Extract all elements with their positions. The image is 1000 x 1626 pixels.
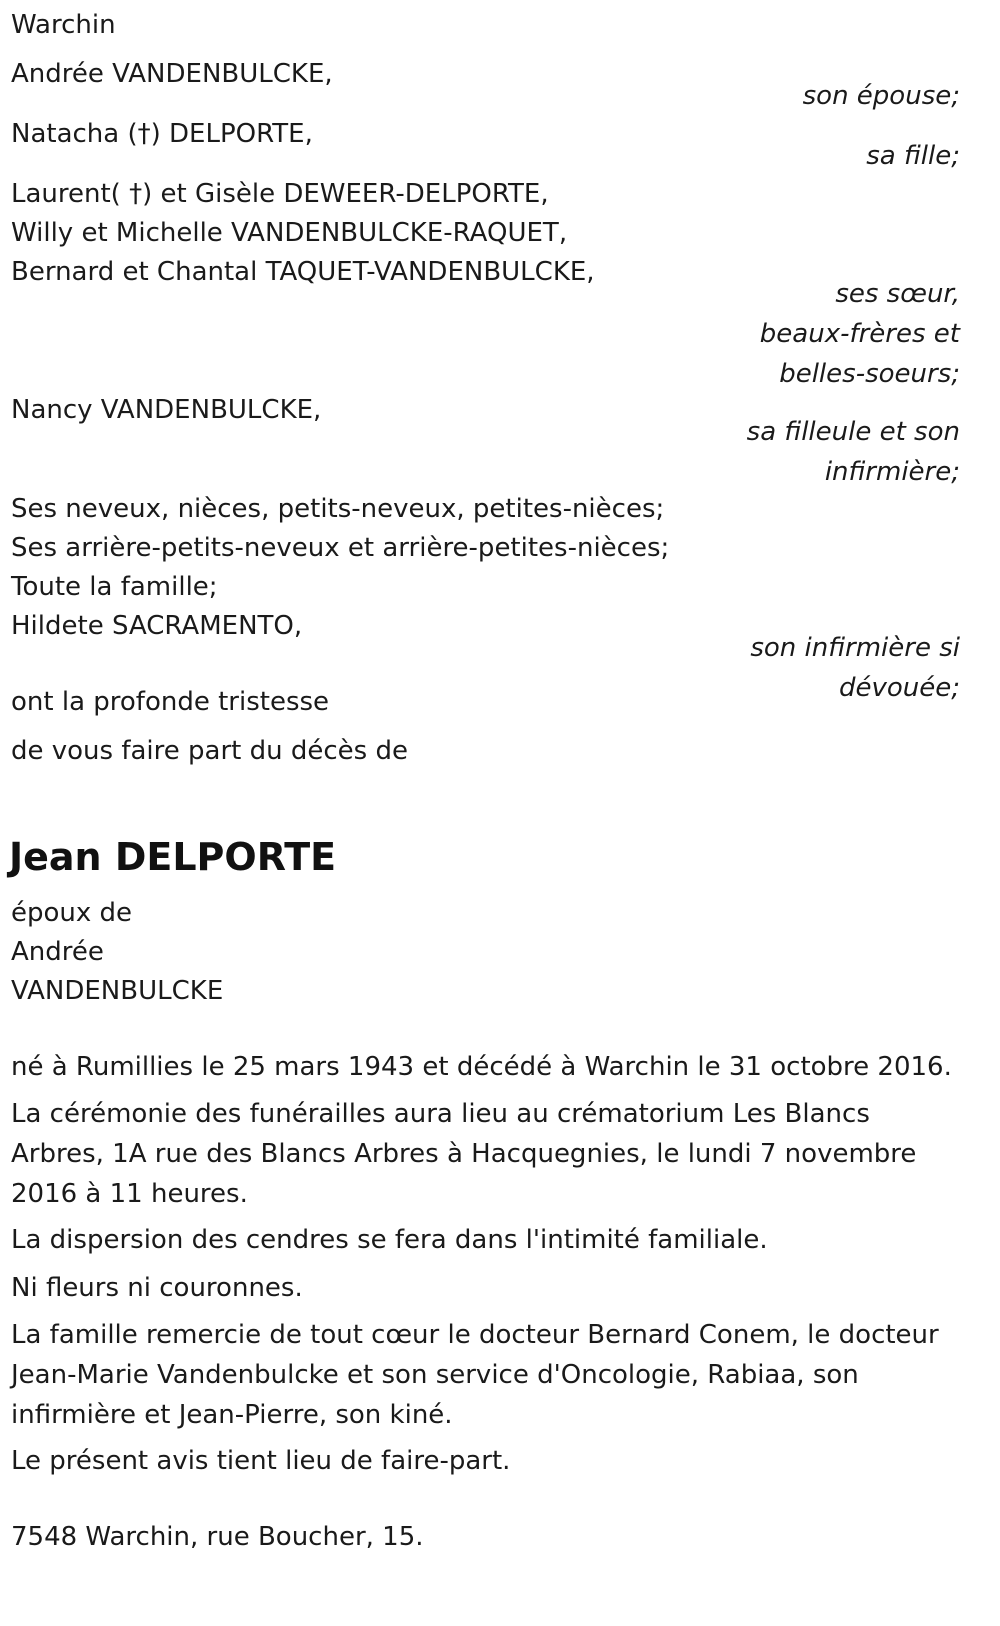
- family-member: Natacha (†) DELPORTE,: [11, 119, 313, 149]
- relation-label: son infirmière si dévouée;: [750, 633, 960, 703]
- birth-death-paragraph: né à Rumillies le 25 mars 1943 et décédé à Warchin le 31 octobre 2016.: [11, 1052, 952, 1082]
- flowers-paragraph: Ni fleurs ni couronnes.: [11, 1273, 303, 1303]
- family-member: Bernard et Chantal TAQUET-VANDENBULCKE,: [11, 257, 595, 287]
- address: 7548 Warchin, rue Boucher, 15.: [11, 1522, 424, 1552]
- deceased-name: Jean DELPORTE: [9, 835, 337, 879]
- relation-label: ses sœur, beaux-frères et belles-soeurs;: [759, 279, 960, 389]
- family-member: Hildete SACRAMENTO,: [11, 611, 303, 641]
- location-header: Warchin: [11, 10, 116, 40]
- thanks-paragraph: La famille remercie de tout cœur le docteur Bernard Conem, le docteur Jean-Marie Vandenbulcke et son service d'Oncologie, Rabiaa, son infirmière et Jean-Pierre, son kiné.: [11, 1320, 939, 1430]
- spouse-line: époux de: [11, 898, 133, 928]
- spouse-line: VANDENBULCKE: [11, 976, 224, 1006]
- relation-label: son épouse;: [802, 81, 960, 111]
- family-member: Ses neveux, nièces, petits-neveux, petites-nièces;: [11, 494, 665, 524]
- family-member: Toute la famille;: [11, 572, 218, 602]
- relation-label: sa filleule et son infirmière;: [746, 417, 960, 487]
- notice-paragraph: Le présent avis tient lieu de faire-part.: [11, 1446, 511, 1476]
- family-member: Nancy VANDENBULCKE,: [11, 395, 322, 425]
- relation-label: sa fille;: [866, 141, 960, 171]
- ashes-paragraph: La dispersion des cendres se fera dans l'intimité familiale.: [11, 1225, 768, 1255]
- family-member: Andrée VANDENBULCKE,: [11, 59, 333, 89]
- spouse-line: Andrée: [11, 937, 104, 967]
- family-member: Ses arrière-petits-neveux et arrière-petites-nièces;: [11, 533, 670, 563]
- announcement-line: de vous faire part du décès de: [11, 736, 408, 766]
- ceremony-paragraph: La cérémonie des funérailles aura lieu au crématorium Les Blancs Arbres, 1A rue des Blancs Arbres à Hacquegnies, le lundi 7 novembre 2016 à 11 heures.: [11, 1099, 917, 1209]
- family-member: Willy et Michelle VANDENBULCKE-RAQUET,: [11, 218, 568, 248]
- family-member: Laurent( †) et Gisèle DEWEER-DELPORTE,: [11, 179, 549, 209]
- announcement-line: ont la profonde tristesse: [11, 687, 330, 717]
